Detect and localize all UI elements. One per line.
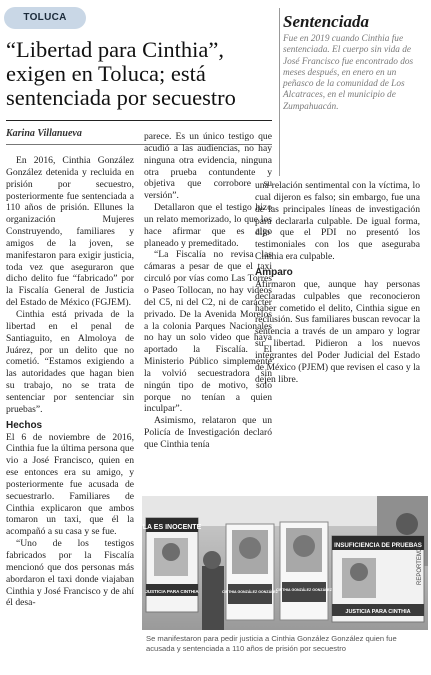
article-column-2 xyxy=(144,131,272,451)
col2-paragraph-2: Detallaron que el testigo hizo un relato memorizado, lo que los hace afirmar que es algo planeado y premeditado. xyxy=(144,202,272,249)
sign-left-bottom-text: JUSTICIA PARA CINTHIA xyxy=(145,589,199,594)
col2-paragraph-1: parece. Es un único testigo que acudió a las audiencias, no hay ninguna otra evidencia, ninguna otra prueba contundente y objetiva que corrobore su versión”. xyxy=(144,131,272,202)
col3-paragraph-1: una relación sentimental con la víctima, lo cual dijeron es falso; sin embargo, fue una de las principales líneas de investigación para declararla culpable. De igual forma, dijo que el PDI no presentó los testimoniales con los que aseguraba Cinthia era culpable. xyxy=(255,180,420,263)
byline: Karina Villanueva xyxy=(6,128,82,139)
headline: “Libertad para Cinthia”, exigen en Toluca; está sentenciada por secuestro xyxy=(6,37,236,110)
col1-paragraph-1: En 2016, Cinthia González González detenida y recluida en prisión por secuestro, posteriormente fue sentenciada a 110 años de prisión. Ellunes la organización Mujeres Construyendo, familiares y amigos de la joven, se manifestaron para exigir justicia, toda vez que aseguraron que dicho delito fue “fabricado” por la Fiscalía General de Justicia del Estado de México (FGJEM). xyxy=(6,155,134,309)
protest-photo-illustration xyxy=(142,496,428,630)
article-column-3 xyxy=(255,180,420,386)
heading-hechos: Hechos xyxy=(6,419,43,431)
banner-right-text: INSUFICIENCIA DE PRUEBAS xyxy=(334,542,422,549)
col2-paragraph-3: “La Fiscalía no revisa las cámaras a pesar de que el taxi circuló por vías como Las Torres o Paseo Tollocan, no hay videos del C5, ni del C2, ni de carácter privado. De la Avenida Morelos a la colonia Parques Nacionales no hay un solo video que haya aportado la Fiscalía. El Ministerio Público simplemente la volvió secuestradora sin ningún tipo de motivo, solo porque no tenían a quien inculpar”. xyxy=(144,249,272,415)
photo-caption: Se manifestaron para pedir justicia a Cinthia González González quien fue acusada y sentenciada a 110 años de prisión por secuestro xyxy=(146,634,397,653)
poster-2-name: CINTHIA GONZÁLEZ GONZÁLEZ xyxy=(276,588,332,592)
col1-paragraph-4: “Uno de los testigos fabricados por la Fiscalía mencionó que dos personas más abordaron el taxi donde viajaban Cinthia y José Francisco y de ahí él desa- xyxy=(6,538,134,609)
col3-paragraph-2: Afirmaron que, aunque hay personas declaradas culpables que reconocieron haber cometido el delito, Cinthia sigue en reclusión. Sus familiares buscan revocar la sentencia a través de un amparo y lograr su libertad. Pidieron a los nuevos integrantes del Poder Judicial del Estado de México (PJEM) que revisen el caso y la dejen libre. xyxy=(255,278,420,385)
poster-1-name: CINTHIA GONZÁLEZ GONZÁLEZ xyxy=(222,590,278,594)
article-column-1 xyxy=(6,155,134,609)
sidebar-rule xyxy=(279,8,280,176)
col2-paragraph-4: Asimismo, relataron que un Policía de Investigación declaró que Cinthia tenía xyxy=(144,415,272,450)
banner-right-bottom-text: JUSTICIA PARA CINTHIA xyxy=(345,609,411,615)
col1-paragraph-3: El 6 de noviembre de 2016, Cinthia fue la última persona que vio a José Francisco, quien en ese entonces era su amigo, y posteriormente fue acusada de secuestrarlo. Familiares de Cinthia explicaron que ambos tomaron un taxi, que él la acompañó a su casa y se fue. xyxy=(6,431,134,538)
sidebar-text: Fue en 2019 cuando Cinthia fue sentenciada. El cuerpo sin vida de José Francisco fue encontrado dos meses después, en enero en un peñasco de la comunidad de Los Alcatraces, en el municipio de Zumpahuacán. xyxy=(283,34,414,112)
col1-paragraph-2: Cinthia está privada de la libertad en el penal de Santiaguito, en Almoloya de Juárez, por un delito que no cometió. “Estamos exigiendo a las autoridades que hagan bien su trabajo, no se trata de sentenciar por sentenciar sin pruebas”. xyxy=(6,308,134,415)
section-tag: TOLUCA xyxy=(4,7,86,29)
sign-left-text: LA ES INOCENTE xyxy=(142,524,202,531)
photo-credit: REPORTEMX xyxy=(417,547,423,585)
sidebar-title: Sentenciada xyxy=(283,12,369,31)
protest-photo xyxy=(142,496,428,630)
heading-amparo: Amparo xyxy=(255,266,293,278)
headline-divider xyxy=(6,120,272,121)
